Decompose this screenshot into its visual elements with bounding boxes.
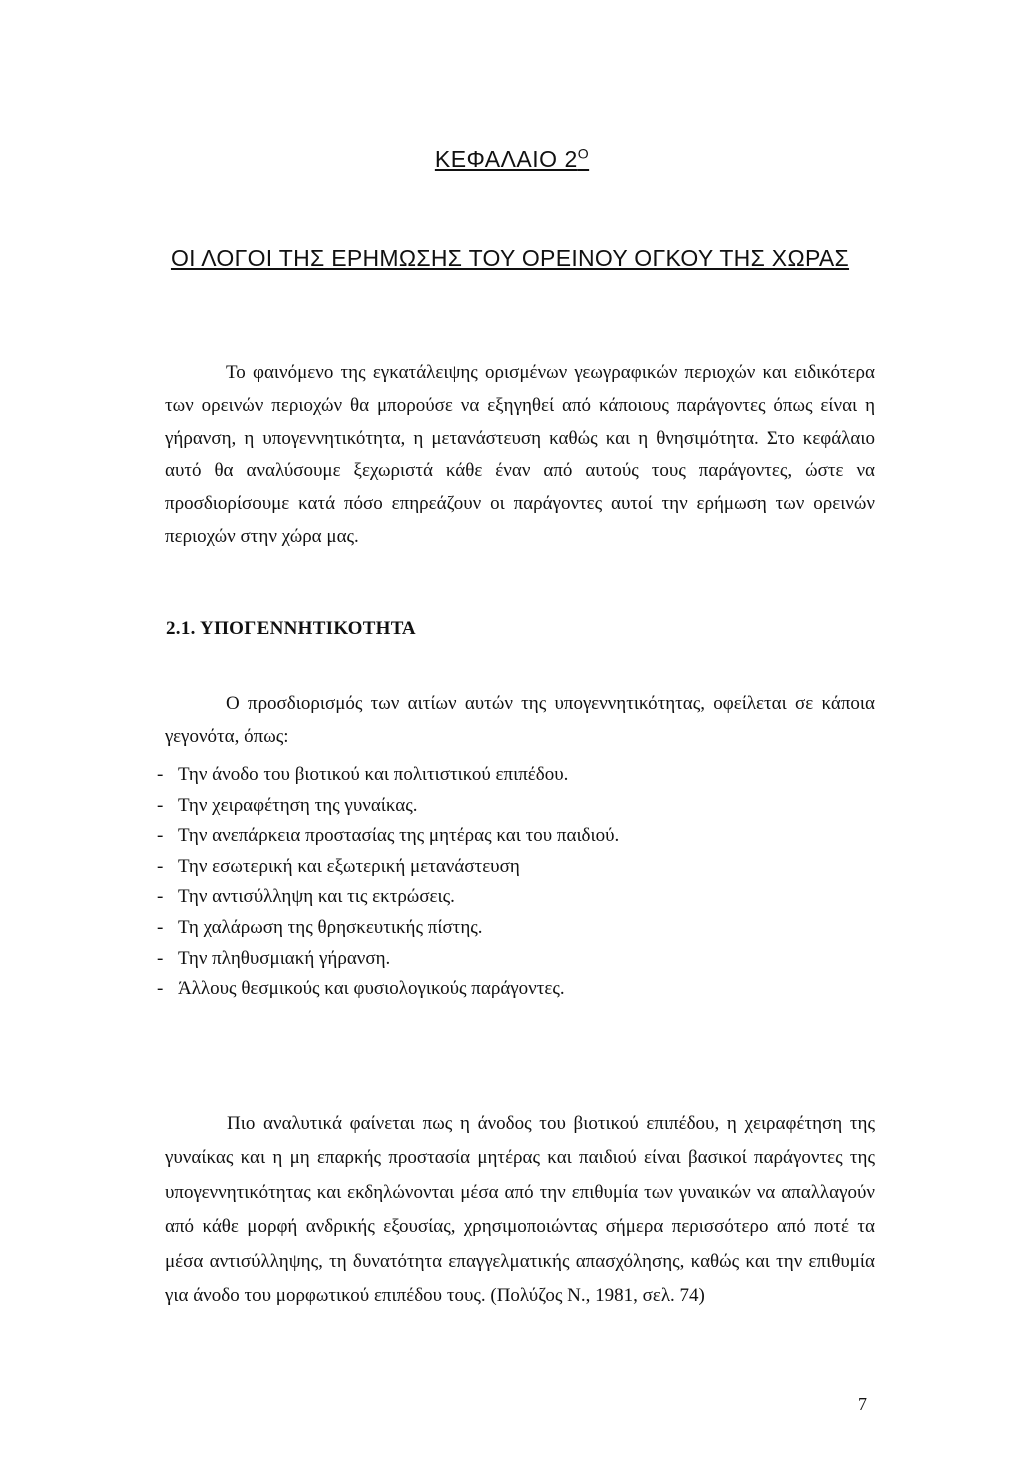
chapter-heading-text: ΚΕΦΑΛΑΙΟ 2 xyxy=(434,146,578,172)
list-item xyxy=(157,821,877,852)
list-dash: - xyxy=(157,855,164,877)
list-item xyxy=(157,852,877,883)
list-item-text: Άλλους θεσμικούς και φυσιολογικούς παράγοντες. xyxy=(178,978,565,1000)
list-item xyxy=(157,913,877,944)
list-item xyxy=(157,974,877,1005)
list-item-text: Την ανεπάρκεια προστασίας της μητέρας και του παιδιού. xyxy=(178,825,620,847)
chapter-heading-superscript: Ο xyxy=(577,145,590,162)
section-intro-paragraph: Ο προσδιορισμός των αιτίων αυτών της υπογεννητικότητας, οφείλεται σε κάποια γεγονότα, όπως: xyxy=(165,693,875,747)
list-item xyxy=(157,760,877,791)
list-dash: - xyxy=(157,794,164,816)
list-item xyxy=(157,944,877,975)
causes-list xyxy=(157,760,877,1005)
chapter-title: ΟΙ ΛΟΓΟΙ ΤΗΣ ΕΡΗΜΩΣΗΣ ΤΟΥ ΟΡΕΙΝΟΥ ΟΓΚΟΥ ΤΗΣ ΧΩΡΑΣ xyxy=(170,245,850,271)
list-item-text: Την αντισύλληψη και τις εκτρώσεις. xyxy=(178,886,455,908)
list-dash: - xyxy=(157,947,164,969)
list-dash: - xyxy=(157,916,164,938)
list-item-text: Την εσωτερική και εξωτερική μετανάστευση xyxy=(178,855,520,877)
analysis-paragraph: Πιο αναλυτικά φαίνεται πως η άνοδος του βιοτικού επιπέδου, η χειραφέτηση της γυναίκας και η μη επαρκής προστασία μητέρας και παιδιού είναι βασικοί παράγοντες της υπογεννητικότητας και εκδηλώνονται μέσα από την επιθυμία των γυναικών να απαλλαγούν από κάθε μορφή ανδρικής εξουσίας, χρησιμοποιώντας σήμερα περισσότερο από ποτέ τα μέσα αντισύλληψης, τη δυνατότητα επαγγελματικής απασχόλησης, καθώς και την επιθυμία για άνοδο του μορφωτικού επιπέδου τους. (Πολύζος Ν., 1981, σελ. 74) xyxy=(165,1113,875,1307)
page-number: 7 xyxy=(858,1394,867,1414)
list-item-text: Τη χαλάρωση της θρησκευτικής πίστης. xyxy=(178,916,483,938)
list-item-text: Την άνοδο του βιοτικού και πολιτιστικού επιπέδου. xyxy=(178,764,569,785)
list-dash: - xyxy=(157,764,164,785)
list-item-text: Την πληθυσμιακή γήρανση. xyxy=(178,947,391,969)
intro-paragraph: Το φαινόμενο της εγκατάλειψης ορισμένων γεωγραφικών περιοχών και ειδικότερα των ορεινών περιοχών θα μπορούσε να εξηγηθεί από κάποιους παράγοντες όπως είναι η γήρανση, η υπογεννητικότητα, η μετανάστευση καθώς και η θνησιμότητα. Στο κεφάλαιο αυτό θα αναλύσουμε ξεχωριστά κάθε έναν από αυτούς τους παράγοντες, ώστε να προσδιορίσουμε κατά πόσο επηρεάζουν οι παράγοντες αυτοί την ερήμωση των ορεινών περιοχών στην χώρα μας. xyxy=(165,362,875,547)
list-item xyxy=(157,882,877,913)
list-item-text: Την χειραφέτηση της γυναίκας. xyxy=(178,794,418,816)
list-dash: - xyxy=(157,978,164,1000)
list-item xyxy=(157,791,877,822)
list-dash: - xyxy=(157,886,164,908)
section-heading: 2.1. ΥΠΟΓΕΝΝΗΤΙΚΟΤΗΤΑ xyxy=(166,618,416,639)
chapter-heading xyxy=(0,146,1024,173)
list-dash: - xyxy=(157,825,164,847)
